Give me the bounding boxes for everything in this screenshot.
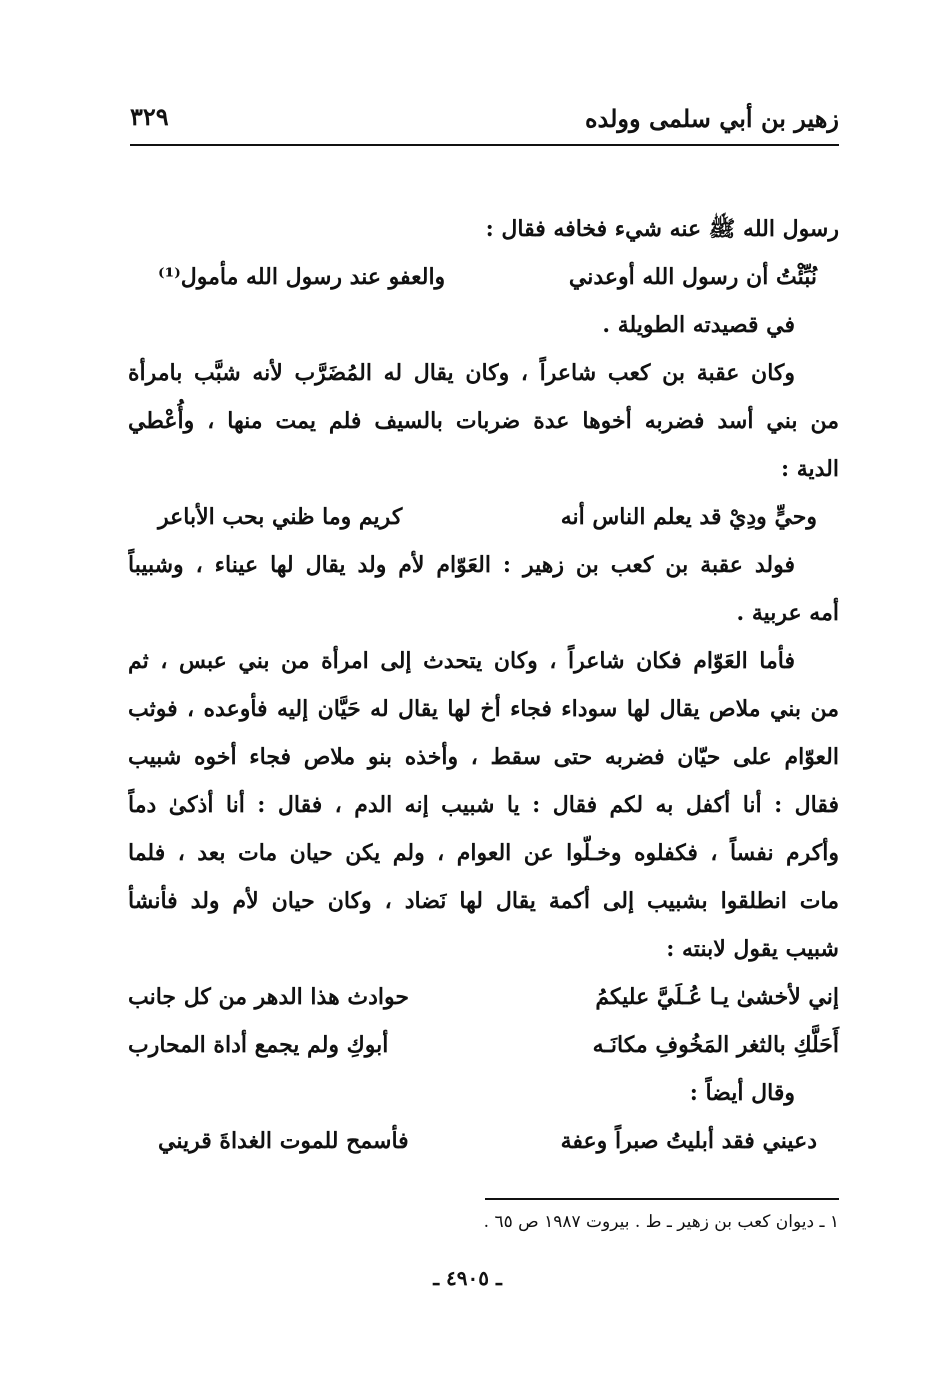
text-line: في قصيدته الطويلة . <box>602 312 795 338</box>
text-line: من بني ملاص يقال لها سوداء فجاء أخ لها يقال له حَيَّان إليه فأوعده ، فوثب <box>128 696 839 722</box>
running-title: زهير بن أبي سلمى وولده <box>584 104 839 133</box>
text-line: العوّام على حيّان فضربه حتى سقط ، وأخذه بنو ملاص فجاء أخوه شبيب <box>128 744 839 770</box>
verse-first-hemistich: أَحَلَّكِ بالثغر المَخُوفِ مكانَـه <box>592 1032 839 1058</box>
verse-line <box>128 1117 839 1165</box>
printed-page-number: ـ ٤٩٠٥ ـ <box>433 1266 502 1290</box>
verse-second-hemistich: أبوكِ ولم يجمع أداة المحارب <box>128 1032 389 1058</box>
text-line: رسول الله ﷺ عنه شيء فخافه فقال : <box>485 216 839 242</box>
verse-first-hemistich: نُبِّئْتُ أن رسول الله أوعدني <box>568 264 817 290</box>
verse-second-hemistich: فأسمح للموت الغداةَ قريني <box>158 1128 409 1154</box>
text-line: فولد عقبة بن كعب بن زهير : العَوّام لأم ولد يقال لها عيناء ، وشبيباً <box>128 552 795 578</box>
verse-line <box>128 253 839 301</box>
verse-second-hemistich: والعفو عند رسول الله مأمول⁽¹⁾ <box>158 264 446 290</box>
footnote-divider <box>485 1198 839 1200</box>
verse-first-hemistich: دعيني فقد أبليتُ صبراً وعفة <box>560 1128 817 1154</box>
footnote: ١ ـ ديوان كعب بن زهير ـ ط . بيروت ١٩٨٧ ص ٦٥ . <box>483 1212 839 1232</box>
verse-first-hemistich: وحيٍّ ودِيْ قد يعلم الناس أنه <box>560 504 817 530</box>
verse-line <box>128 973 839 1021</box>
text-line: أمه عربية . <box>736 600 839 626</box>
page-header <box>130 100 839 146</box>
text-line: فقال : أنا أكفل به لكم فقال : يا شبيب إنه الدم ، فقال : أنا أذكىٰ دماً <box>128 792 839 818</box>
page-number: ٣٢٩ <box>130 102 169 131</box>
verse-second-hemistich: حوادث هذا الدهر من كل جانب <box>128 984 409 1010</box>
verse-line <box>128 1021 839 1069</box>
body-text <box>128 205 839 1165</box>
text-line: شبيب يقول لابنته : <box>666 936 839 962</box>
verse-line <box>128 493 839 541</box>
text-line: مات انطلقوا بشبيب إلى أكمة يقال لها نَضاد ، وكان حيان لأم ولد فأنشأ <box>128 888 839 914</box>
text-line: وقال أيضاً : <box>689 1080 795 1106</box>
text-line: وأكرم نفساً ، فكفلوه وخـلّوا عن العوام ، ولم يكن حيان مات بعد ، فلما <box>128 840 839 866</box>
text-line: وكان عقبة بن كعب شاعراً ، وكان يقال له المُضَرَّب لأنه شبَّب بامرأة <box>128 360 795 386</box>
text-line: من بني أسد فضربه أخوها عدة ضربات بالسيف فلم يمت منها ، وأُعْطي <box>128 408 839 434</box>
verse-second-hemistich: كريم وما ظني بحب الأباعر <box>158 504 403 530</box>
text-line: فأما العَوّام فكان شاعراً ، وكان يتحدث إلى امرأة من بني عبس ، ثم <box>128 648 795 674</box>
text-line: الدية : <box>780 456 839 482</box>
verse-first-hemistich: إني لأخشىٰ يـا عُـلَيَّ عليكمُ <box>595 984 839 1010</box>
